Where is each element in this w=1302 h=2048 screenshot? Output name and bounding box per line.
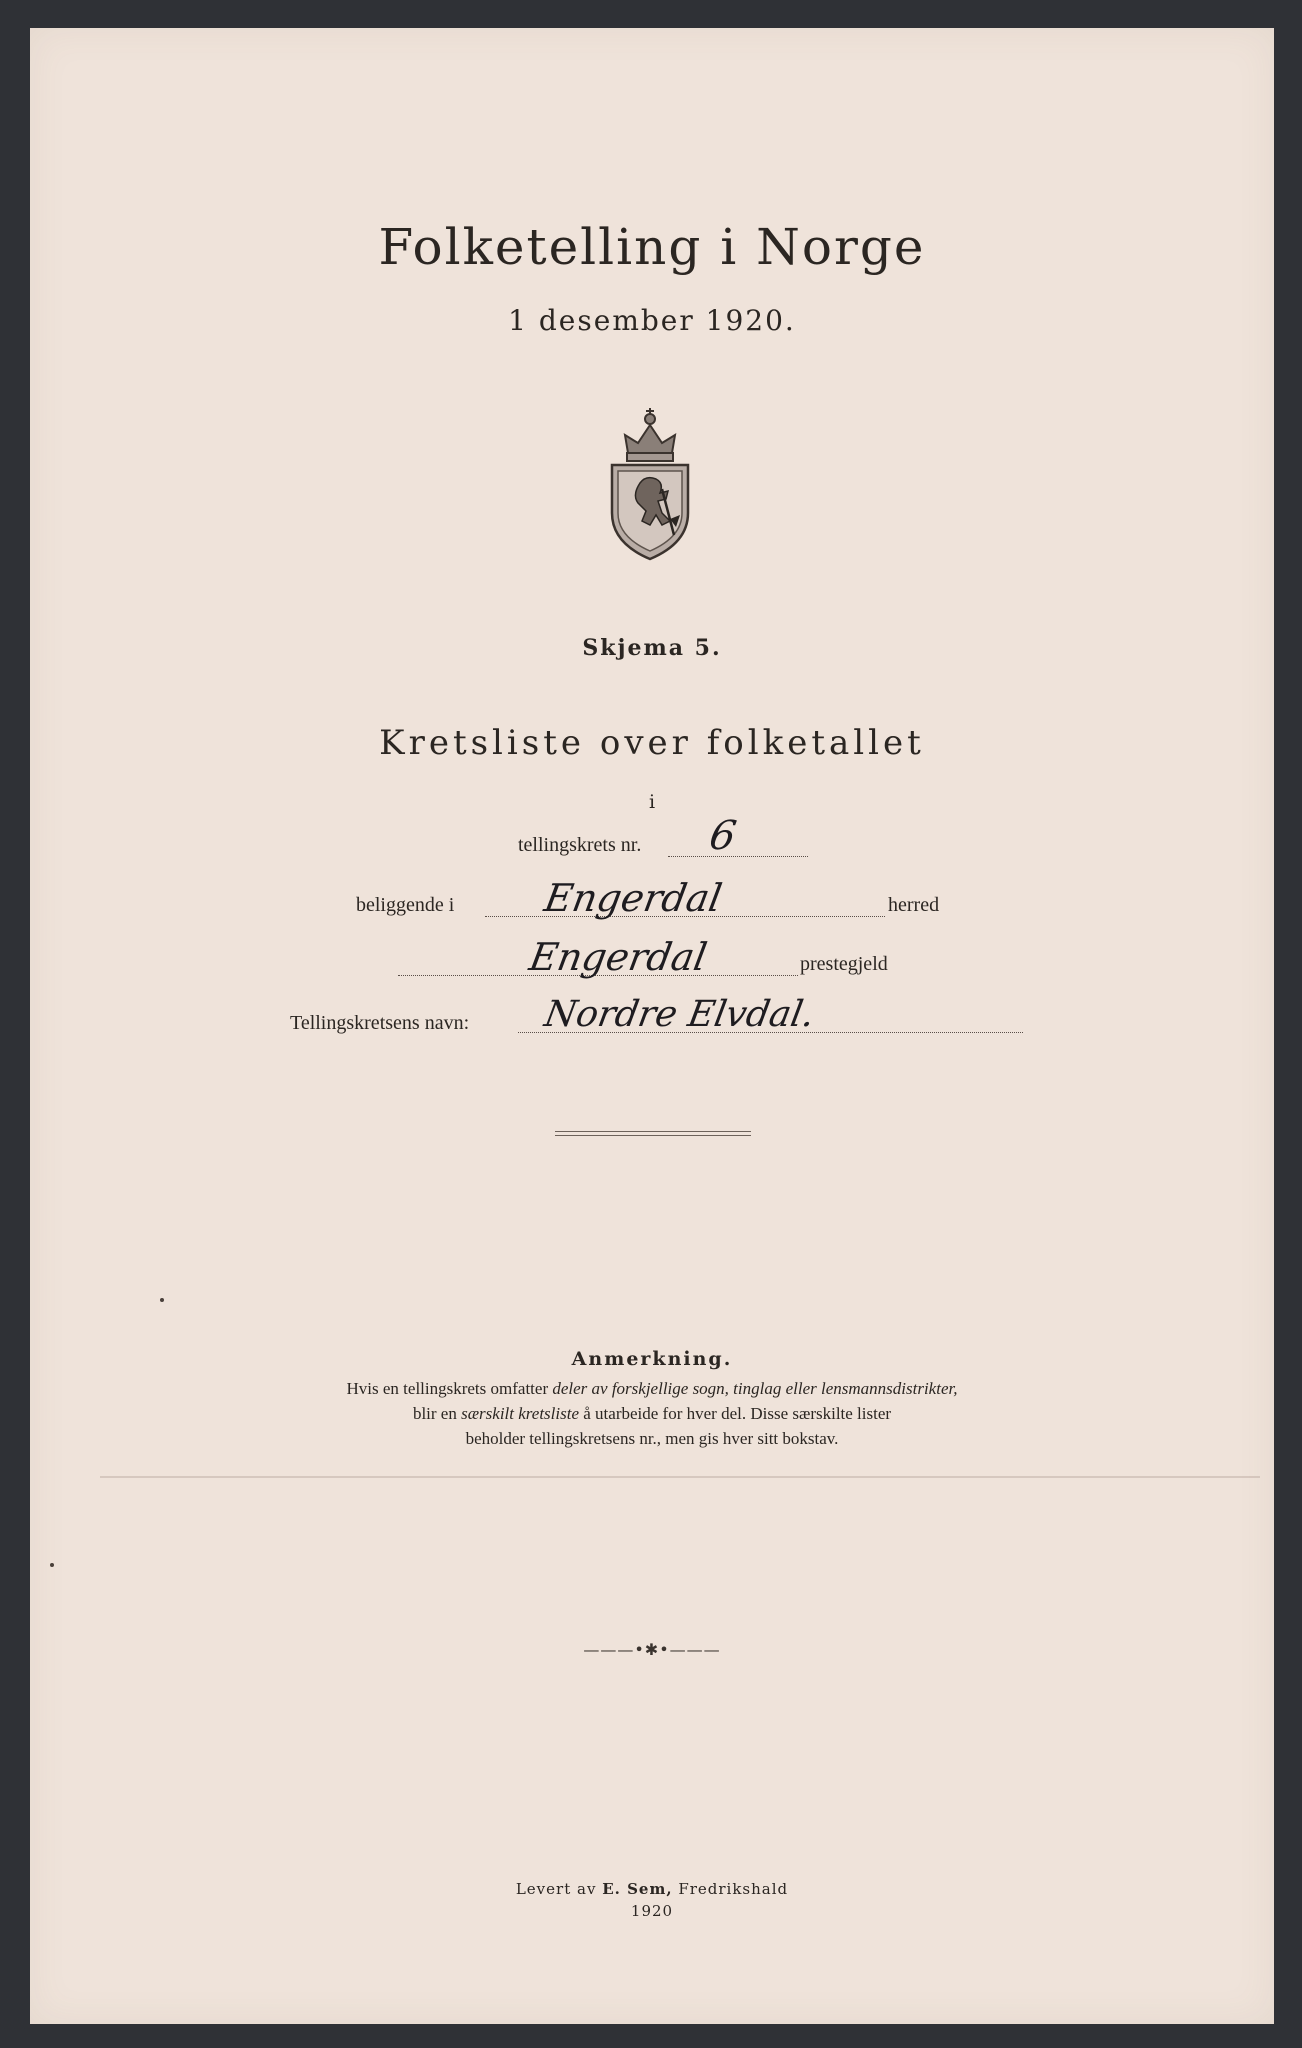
- divider-rule: [555, 1131, 751, 1136]
- printer-year: 1920: [630, 1902, 674, 1920]
- note-line-3: beholder tellingskretsens nr., men gis hver sitt bokstav.: [465, 1429, 839, 1448]
- prestegjeld-value: Engerdal: [526, 935, 711, 979]
- paper-speck: [160, 1298, 164, 1302]
- form-heading: Kretsliste over folketallet: [379, 723, 925, 763]
- note-title: Anmerkning.: [571, 1348, 733, 1370]
- krets-label: tellingskrets nr.: [518, 834, 642, 856]
- schema-number: Skjema 5.: [582, 635, 722, 661]
- note-line-1: Hvis en tellingskrets omfatter deler av forskjellige sogn, tinglag eller lensmannsdistrikter,: [346, 1379, 958, 1398]
- note-body: [30, 1376, 1274, 1451]
- coat-of-arms-icon: [600, 403, 700, 563]
- paper-speck: [50, 1563, 54, 1567]
- krets-line: [668, 856, 808, 857]
- beliggende-label: beliggende i: [356, 894, 455, 916]
- herred-label: herred: [888, 894, 940, 916]
- navn-value: Nordre Elvdal.: [541, 994, 818, 1035]
- paper-fold-line: [100, 1476, 1260, 1478]
- form-title: Folketelling i Norge: [378, 218, 926, 276]
- ornament-divider: ———•✱•———: [583, 1640, 721, 1659]
- printer-credit: [30, 1878, 1274, 1922]
- navn-label: Tellingskretsens navn:: [290, 1012, 470, 1034]
- preposition: i: [648, 791, 656, 813]
- note-line-2: blir en særskilt kretsliste å utarbeide for hver del. Disse særskilte lister: [412, 1404, 892, 1423]
- census-form-page: [30, 28, 1274, 2024]
- printer-line: Levert av E. Sem, Fredrikshald: [515, 1880, 789, 1898]
- prestegjeld-label: prestegjeld: [800, 953, 888, 975]
- krets-number-value: 6: [705, 813, 740, 859]
- census-date: 1 desember 1920.: [508, 304, 796, 337]
- herred-value: Engerdal: [541, 876, 726, 920]
